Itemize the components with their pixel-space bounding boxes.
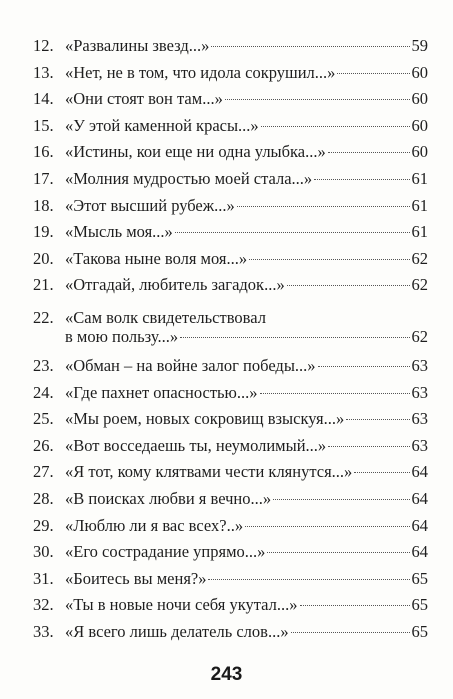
toc-entry (33, 89, 428, 116)
toc-entry-title: «Люблю ли я вас всех?..» (65, 515, 244, 535)
toc-entry-number: 14. (33, 89, 54, 109)
toc-entry-number: 30. (33, 542, 54, 562)
toc-entry-title: «Сам волк свидетельствовал (65, 307, 266, 327)
toc-entry-title: «Мы роем, новых сокровищ взыскуя...» (65, 409, 345, 429)
toc-entry-dot-leader (328, 152, 410, 153)
toc-entry-dot-leader (300, 605, 410, 606)
toc-entry-number: 16. (33, 142, 54, 162)
toc-entry-dot-leader (245, 526, 409, 527)
toc-entry-title: «Молния мудростью моей стала...» (65, 168, 313, 188)
toc-entry-number: 33. (33, 621, 54, 641)
toc-entry-title-continued: в мою пользу...» (65, 326, 179, 346)
toc-entry-number: 31. (33, 568, 54, 588)
toc-entry-dot-leader (237, 206, 410, 207)
toc-entry-page: 62 (411, 326, 428, 346)
toc-entry-title: «Обман – на войне залог победы...» (65, 355, 316, 375)
toc-entry-title: «Где пахнет опасностью...» (65, 382, 258, 402)
toc-entry-title: «Отгадай, любитель загадок...» (65, 275, 285, 295)
toc-entry-dot-leader (287, 285, 410, 286)
toc-entry-title: «В поисках любви я вечно...» (65, 488, 272, 508)
toc-entry (33, 196, 428, 223)
toc-entry-number: 22. (33, 307, 54, 327)
toc-entry (33, 63, 428, 90)
toc-entry-number: 29. (33, 515, 54, 535)
toc-entry-page: 62 (411, 248, 428, 268)
toc-entry (33, 569, 428, 596)
toc-entry-dot-leader (175, 232, 410, 233)
toc-entry-page: 65 (411, 568, 428, 588)
toc-entry-dot-leader (337, 73, 409, 74)
toc-entry-dot-leader (291, 632, 410, 633)
toc-entry-dot-leader (249, 259, 409, 260)
toc-entry-page: 60 (411, 89, 428, 109)
toc-entry-page: 62 (411, 275, 428, 295)
toc-entry-number: 18. (33, 195, 54, 215)
toc-entry-number: 20. (33, 248, 54, 268)
toc-entry-page: 60 (411, 142, 428, 162)
toc-entry-page: 63 (411, 435, 428, 455)
toc-entry (33, 409, 428, 436)
toc-entry-page: 64 (411, 462, 428, 482)
toc-entry-title: «Этот высший рубеж...» (65, 195, 235, 215)
toc-entry-page: 65 (411, 595, 428, 615)
toc-entry-dot-leader (314, 179, 409, 180)
toc-entry-number: 27. (33, 462, 54, 482)
toc-entry-page: 64 (411, 488, 428, 508)
toc-entry-page: 61 (411, 195, 428, 215)
toc-entry-page: 64 (411, 542, 428, 562)
toc-entry-dot-leader (346, 419, 409, 420)
toc-entry-title: «Я всего лишь делатель слов...» (65, 621, 289, 641)
toc-entry-dot-leader (354, 472, 409, 473)
toc-entry (33, 222, 428, 249)
toc-entry-title: «Ты в новые ночи себя укутал...» (65, 595, 298, 615)
toc-entry-number: 17. (33, 168, 54, 188)
toc-entry-title: «Истины, кои еще ни одна улыбка...» (65, 142, 326, 162)
toc-entry (33, 462, 428, 489)
toc-entry-number: 28. (33, 488, 54, 508)
toc-entry-number: 21. (33, 275, 54, 295)
toc-entry-dot-leader (267, 552, 409, 553)
toc-entry-dot-leader (260, 393, 410, 394)
page-number: 243 (210, 664, 243, 685)
toc-entry (33, 436, 428, 463)
toc-entry-line-1 (33, 308, 428, 327)
toc-entry-dot-leader (318, 366, 410, 367)
toc-entry (33, 308, 428, 352)
toc-entry (33, 622, 428, 649)
toc-entry-page: 59 (411, 36, 428, 55)
toc-entry (33, 116, 428, 143)
toc-entry-dot-leader (208, 579, 409, 580)
toc-entry (33, 542, 428, 569)
toc-entry-page: 61 (411, 168, 428, 188)
toc-entry-number: 26. (33, 435, 54, 455)
toc-entry-number: 15. (33, 115, 54, 135)
toc-entry-page: 63 (411, 409, 428, 429)
toc-entry-number: 25. (33, 409, 54, 429)
toc-entry (33, 275, 428, 302)
toc-entry-page: 64 (411, 515, 428, 535)
toc-entry (33, 595, 428, 622)
toc-entry-page: 63 (411, 382, 428, 402)
toc-entry (33, 489, 428, 516)
toc-entry-page: 61 (411, 222, 428, 242)
toc-entry-dot-leader (211, 46, 409, 47)
toc-entry (33, 169, 428, 196)
toc-entry-number: 12. (33, 36, 54, 55)
toc-entry-title: «У этой каменной красы...» (65, 115, 259, 135)
toc-entry-dot-leader (225, 99, 410, 100)
toc-entry-number: 13. (33, 62, 54, 82)
toc-entry (33, 142, 428, 169)
toc-entry-line-2 (33, 327, 428, 346)
toc-entry-page: 60 (411, 115, 428, 135)
toc-entry-title: «Вот восседаешь ты, неумолимый...» (65, 435, 327, 455)
toc-entry (33, 249, 428, 276)
toc-entry-page: 63 (411, 355, 428, 375)
toc-entry-title: «Мысль моя...» (65, 222, 173, 242)
toc-entry-number: 32. (33, 595, 54, 615)
toc-entry-title: «Такова ныне воля моя...» (65, 248, 248, 268)
toc-entry-page: 65 (411, 621, 428, 641)
toc-entry-title: «Боитесь вы меня?» (65, 568, 207, 588)
toc-entry (33, 383, 428, 410)
toc-entry-dot-leader (273, 499, 409, 500)
toc-entry-number: 19. (33, 222, 54, 242)
toc-entry-title: «Они стоят вон там...» (65, 89, 223, 109)
toc-entry-dot-leader (180, 337, 409, 338)
table-of-contents (33, 36, 428, 648)
toc-entry-dot-leader (328, 446, 409, 447)
toc-entry-title: «Я тот, кому клятвами чести клянутся...» (65, 462, 353, 482)
toc-entry-dot-leader (261, 126, 410, 127)
toc-entry-number: 24. (33, 382, 54, 402)
toc-entry (33, 516, 428, 543)
toc-entry (33, 36, 428, 63)
toc-entry-title: «Развалины звезд...» (65, 36, 210, 55)
toc-entry (33, 356, 428, 383)
toc-entry-number: 23. (33, 355, 54, 375)
toc-entry-title: «Нет, не в том, что идола сокрушил...» (65, 62, 336, 82)
toc-entry-page: 60 (411, 62, 428, 82)
toc-entry-title: «Его сострадание упрямо...» (65, 542, 266, 562)
